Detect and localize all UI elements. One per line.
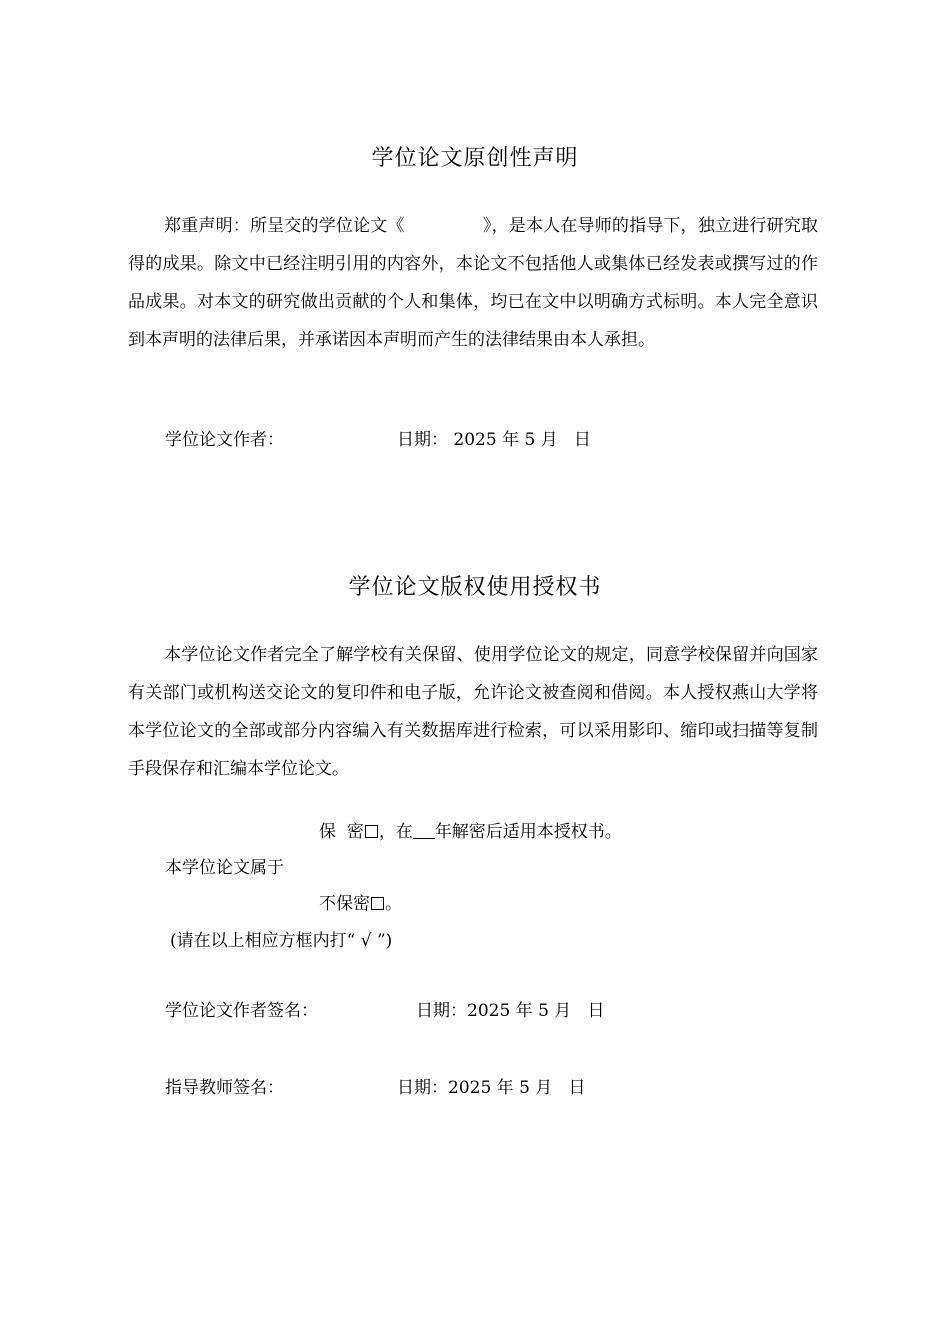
- decrypt-years-blank[interactable]: [413, 822, 435, 839]
- author-sign-label: 学位论文作者签名：: [165, 1001, 318, 1021]
- declaration-title: 学位论文原创性声明: [371, 146, 579, 171]
- not-secret-checkbox[interactable]: [371, 897, 384, 910]
- advisor-sign-label: 指导教师签名：: [165, 1078, 284, 1098]
- authorization-paragraph: 本学位论文作者完全了解学校有关保留、使用学位论文的规定，同意学校保留并向国家有关部门或机构送交论文的复印件和电子版，允许论文被查阅和借阅。本人授权燕山大学将本学位论文的全部或部分内容编入有关数据库进行检索，可以采用影印、缩印或扫描等复制手段保存和汇编本学位论文。: [128, 645, 818, 779]
- not-secret-option: [319, 892, 402, 916]
- not-secret-suffix: 。: [385, 894, 402, 914]
- belongs-label: 本学位论文属于: [165, 858, 284, 878]
- author-sign-date: 日期：2025 年 5 月 日: [416, 1001, 605, 1021]
- secret-label: 保 密: [319, 822, 364, 842]
- advisor-sign-date: 日期：2025 年 5 月 日: [397, 1078, 586, 1098]
- secret-suffix-b: 年解密后适用本授权书。: [434, 822, 622, 842]
- declaration-paragraph-rest: 》，是本人在导师的指导下，独立进行研究取得的成果。除文中已经注明引用的内容外，本论文不包括他人或集体已经发表或撰写过的作品成果。对本文的研究做出贡献的个人和集体，均已在文中以明确方式标明。本人完全意识到本声明的法律后果，并承诺因本声明而产生的法律结果由本人承担。: [128, 216, 819, 350]
- checkbox-instruction: (请在以上相应方框内打“ √ ”): [170, 931, 393, 951]
- secret-suffix-a: ，在: [378, 822, 413, 842]
- secret-option: [319, 820, 622, 844]
- secret-checkbox[interactable]: [365, 825, 378, 838]
- authorization-title: 学位论文版权使用授权书: [348, 575, 602, 600]
- declaration-date: 日期： 2025 年 5 月 日: [397, 430, 591, 450]
- declaration-author-label: 学位论文作者：: [165, 430, 284, 450]
- declaration-paragraph: [128, 207, 818, 359]
- declaration-paragraph-start: 郑重声明：所呈交的学位论文《: [164, 216, 405, 236]
- not-secret-label: 不保密: [319, 894, 370, 914]
